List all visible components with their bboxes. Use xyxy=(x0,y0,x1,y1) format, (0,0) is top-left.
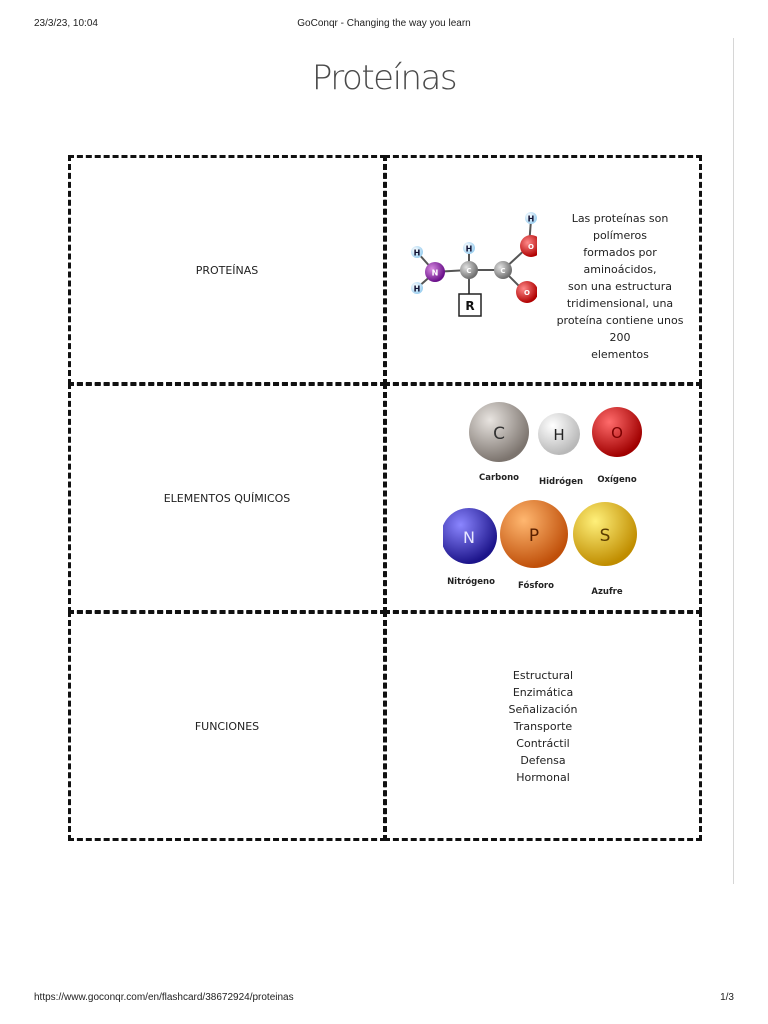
card-1-back[interactable] xyxy=(384,155,702,385)
svg-text:C: C xyxy=(493,424,505,444)
card-1-back-text xyxy=(547,210,693,363)
nitrogen-element xyxy=(443,508,497,587)
svg-text:N: N xyxy=(431,268,439,278)
svg-text:C: C xyxy=(466,267,472,275)
card-1-back-line: proteína contiene unos 200 xyxy=(556,314,684,344)
card-3-front-text: FUNCIONES xyxy=(194,719,260,733)
list-item: Transporte xyxy=(513,719,573,733)
svg-text:H: H xyxy=(413,284,421,294)
functions-list xyxy=(509,667,578,786)
card-1-back-line: elementos xyxy=(591,348,649,361)
svg-text:O: O xyxy=(611,424,623,442)
svg-text:O: O xyxy=(528,243,534,251)
print-date: 23/3/23, 10:04 xyxy=(34,18,98,29)
svg-text:S: S xyxy=(599,526,611,546)
chemical-elements-diagram xyxy=(443,394,649,606)
r-group-box xyxy=(459,294,481,316)
list-item: Defensa xyxy=(520,753,566,767)
hydrogen-atom-1 xyxy=(411,246,423,258)
print-page-title: GoConqr - Changing the way you learn xyxy=(297,18,471,29)
list-item: Hormonal xyxy=(516,770,570,784)
amino-acid-diagram xyxy=(397,208,537,328)
oxygen-atom-1 xyxy=(520,235,537,257)
card-1-back-line: formados por aminoácidos, xyxy=(583,246,657,276)
card-2-back[interactable] xyxy=(384,383,702,613)
print-footer xyxy=(34,992,734,1006)
svg-text:Hidrógen: Hidrógen xyxy=(538,477,584,487)
list-item: Enzimática xyxy=(512,685,574,699)
phosphorus-element xyxy=(500,500,568,591)
svg-text:H: H xyxy=(465,244,473,254)
card-3-front[interactable] xyxy=(68,611,386,841)
card-2-front[interactable] xyxy=(68,383,386,613)
svg-text:H: H xyxy=(553,426,565,444)
svg-text:R: R xyxy=(465,299,475,313)
svg-text:Fósforo: Fósforo xyxy=(518,581,554,591)
svg-text:H: H xyxy=(527,214,535,224)
card-1-back-line: son una estructura xyxy=(567,280,672,293)
svg-text:Azufre: Azufre xyxy=(591,587,623,597)
sulfur-element xyxy=(573,502,637,597)
svg-text:H: H xyxy=(413,248,421,258)
page-divider-line xyxy=(733,38,734,884)
list-item: Contráctil xyxy=(516,736,570,750)
card-1-back-line: Las proteínas son xyxy=(571,212,669,225)
oxygen-atom-2 xyxy=(516,281,537,303)
page-number: 1/3 xyxy=(720,992,734,1003)
hydrogen-atom-4 xyxy=(525,212,537,224)
card-1-front-text: PROTEÍNAS xyxy=(195,263,259,277)
deck-title: Proteínas xyxy=(311,58,457,98)
svg-text:Carbono: Carbono xyxy=(479,473,519,483)
svg-text:P: P xyxy=(528,526,540,546)
svg-text:N: N xyxy=(463,528,475,547)
flashcard-grid xyxy=(68,155,702,841)
nitrogen-atom xyxy=(425,262,445,282)
card-1-front[interactable] xyxy=(68,155,386,385)
svg-text:Nitrógeno: Nitrógeno xyxy=(447,577,495,587)
oxygen-element xyxy=(592,407,642,485)
carbon-atom-alpha xyxy=(460,261,478,279)
card-1-back-line: tridimensional, una xyxy=(566,297,674,310)
svg-text:Oxígeno: Oxígeno xyxy=(597,475,637,485)
list-item: Señalización xyxy=(508,702,578,716)
card-1-back-line: polímeros xyxy=(592,229,648,242)
carbon-element xyxy=(469,402,529,483)
carbon-atom-carboxyl xyxy=(494,261,512,279)
hydrogen-atom-2 xyxy=(411,282,423,294)
svg-text:C: C xyxy=(500,267,506,275)
svg-text:O: O xyxy=(524,289,530,297)
hydrogen-atom-3 xyxy=(463,242,475,254)
print-header xyxy=(34,18,734,32)
print-url: https://www.goconqr.com/en/flashcard/38672924/proteinas xyxy=(34,992,294,1003)
card-2-front-text: ELEMENTOS QUÍMICOS xyxy=(163,491,291,505)
list-item: Estructural xyxy=(512,668,574,682)
hydrogen-element xyxy=(538,413,583,487)
card-3-back[interactable] xyxy=(384,611,702,841)
